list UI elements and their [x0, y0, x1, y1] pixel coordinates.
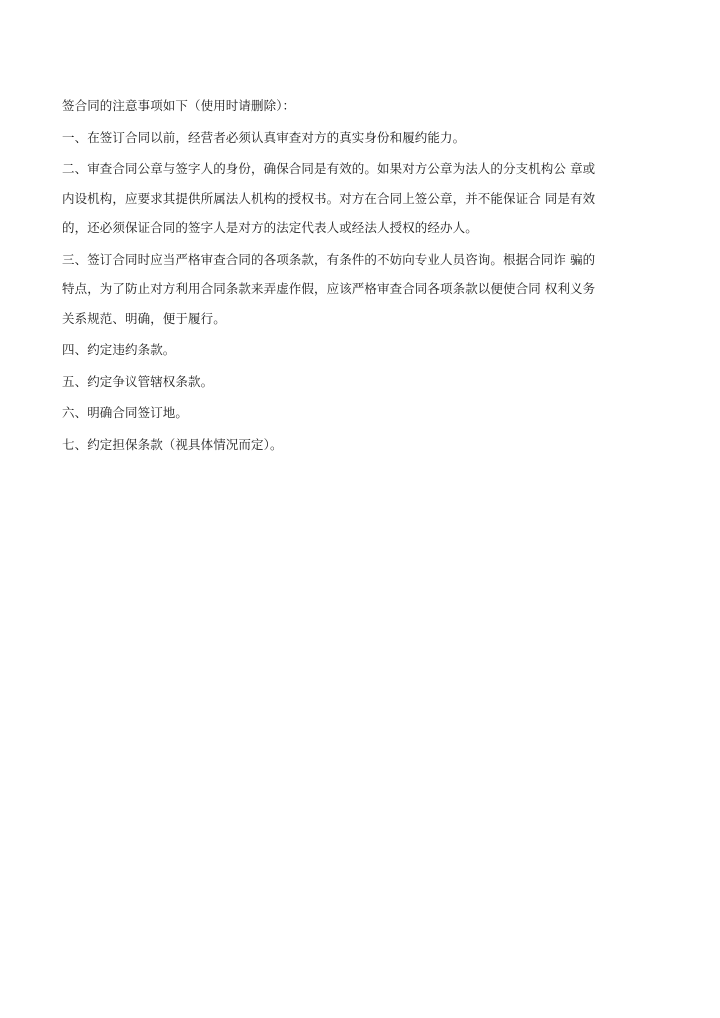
- item-5-line-1: 五、约定争议管辖权条款。: [62, 373, 214, 389]
- item-2-line-1: 二、审查合同公章与签字人的身份，确保合同是有效的。如果对方公章为法人的分支机构公 章或: [62, 161, 596, 176]
- item-3-line-3: 关系规范、明确，便于履行。: [62, 310, 226, 326]
- title-line: 签合同的注意事项如下（使用时请删除）：: [62, 98, 296, 113]
- item-4-line-1: 四、约定违约条款。: [62, 342, 176, 357]
- document-title: [62, 91, 622, 121]
- item-1-line-1: 一、在签订合同以前，经营者必须认真审查对方的真实身份和履约能力。: [62, 129, 466, 145]
- document-body: [62, 91, 622, 461]
- item-4: [62, 335, 622, 365]
- item-3: [62, 245, 622, 334]
- item-2-line-3: 的，还必须保证合同的签字人是对方的法定代表人或经法人授权的经办人。: [62, 220, 478, 235]
- item-1: [62, 123, 622, 153]
- item-3-line-1: 三、签订合同时应当严格审查合同的各项条款，有条件的不妨向专业人员咨询。根据合同诈 骗的: [62, 251, 596, 267]
- item-6-line-1: 六、明确合同签订地。: [62, 405, 189, 420]
- item-2-line-2: 内设机构，应要求其提供所属法人机构的授权书。对方在合同上签公章，并不能保证合 同是有效: [62, 190, 596, 206]
- item-7-line-1: 七、约定担保条款（视具体情况而定）。: [62, 436, 283, 452]
- item-7: [62, 430, 622, 460]
- item-3-line-2: 特点，为了防止对方利用合同条款来弄虚作假，应该严格审查合同各项条款以便使合同 权利义务: [62, 281, 596, 296]
- item-2: [62, 154, 622, 243]
- item-6: [62, 398, 622, 428]
- item-5: [62, 367, 622, 397]
